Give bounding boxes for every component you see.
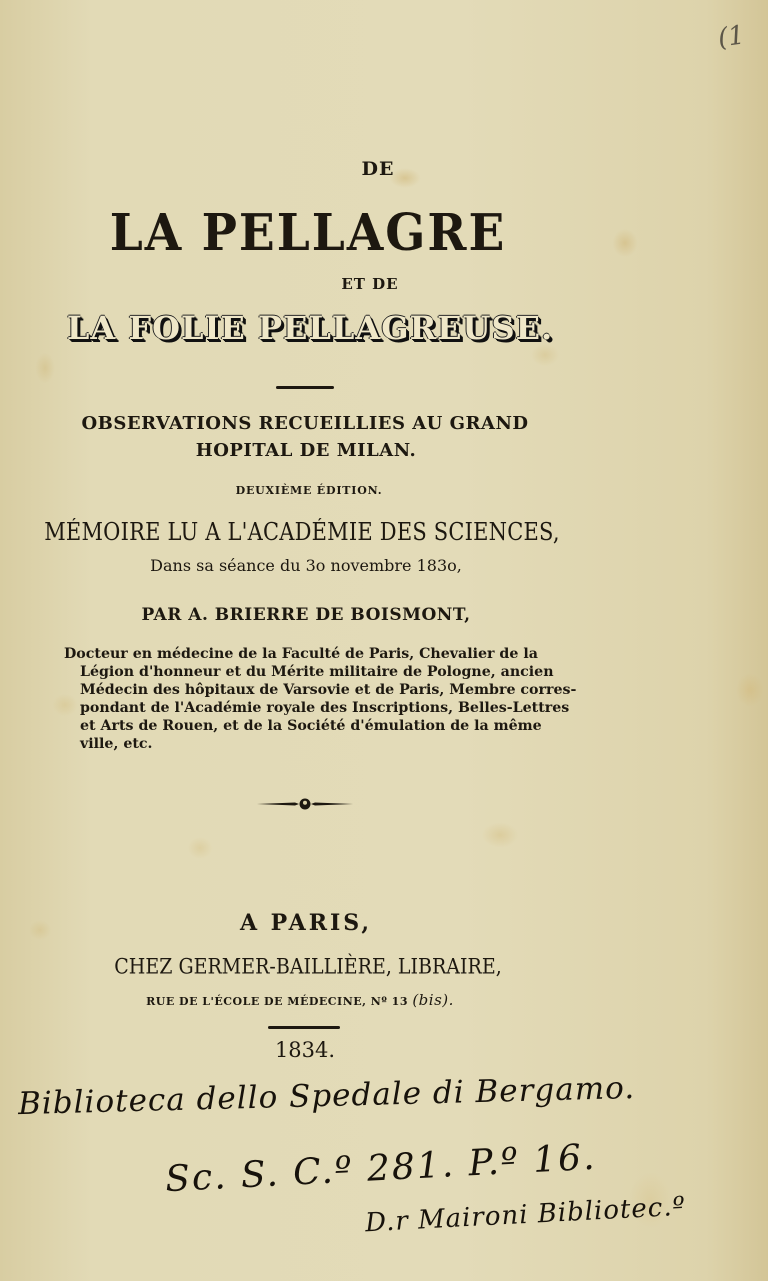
publisher: CHEZ GERMER-BAILLIÈRE, LIBRAIRE, — [114, 954, 502, 980]
publication-year: 1834. — [274, 1038, 336, 1062]
memoire-heading: MÉMOIRE LU A L'ACADÉMIE DES SCIENCES, — [44, 518, 560, 546]
publication-place: A PARIS, — [239, 910, 373, 936]
publisher-address — [0, 991, 684, 1009]
title-prefix: DE — [361, 158, 395, 180]
subtitle-line-1: OBSERVATIONS RECUEILLIES AU GRAND — [81, 413, 529, 434]
edition-label: DEUXIÈME ÉDITION. — [235, 484, 383, 497]
divider-rule — [276, 386, 334, 389]
divider-rule — [268, 1026, 340, 1029]
credentials-line: pondant de l'Académie royale des Inscriptions, Belles-Lettres — [80, 700, 570, 716]
address-text: RUE DE L'ÉCOLE DE MÉDECINE, Nº 13 — [146, 995, 408, 1008]
credentials-line: et Arts de Rouen, et de la Société d'émulation de la même — [80, 718, 542, 734]
main-title: LA PELLAGRE — [109, 203, 507, 264]
credentials-line: ville, etc. — [80, 736, 153, 752]
title-conjunction: ET DE — [341, 275, 399, 293]
credentials-line: Légion d'honneur et du Mérite militaire de Pologne, ancien — [80, 664, 554, 680]
handwritten-library-stamp: Biblioteca dello Spedale di Bergamo. — [17, 1069, 636, 1123]
author-credentials — [64, 645, 577, 753]
ornament-icon — [257, 797, 353, 811]
credentials-line: Docteur en médecine de la Faculté de Paris, Chevalier de la — [64, 646, 538, 662]
secondary-title: LA FOLIE PELLAGREUSE. — [66, 309, 554, 347]
session-date: Dans sa séance du 3o novembre 183o, — [150, 556, 462, 575]
author-line: PAR A. BRIERRE DE BOISMONT, — [141, 605, 471, 625]
credentials-line: Médecin des hôpitaux de Varsovie et de Paris, Membre corres- — [80, 682, 577, 698]
page-number-mark: (1 — [716, 20, 747, 54]
handwritten-librarian-signature: D.r Maironi Bibliotec.º — [364, 1191, 687, 1239]
subtitle-line-2: HOPITAL DE MILAN. — [195, 440, 417, 461]
handwritten-shelfmark: Sc. S. C.º 281. P.º 16. — [164, 1136, 598, 1201]
address-suffix: (bis). — [412, 991, 454, 1009]
